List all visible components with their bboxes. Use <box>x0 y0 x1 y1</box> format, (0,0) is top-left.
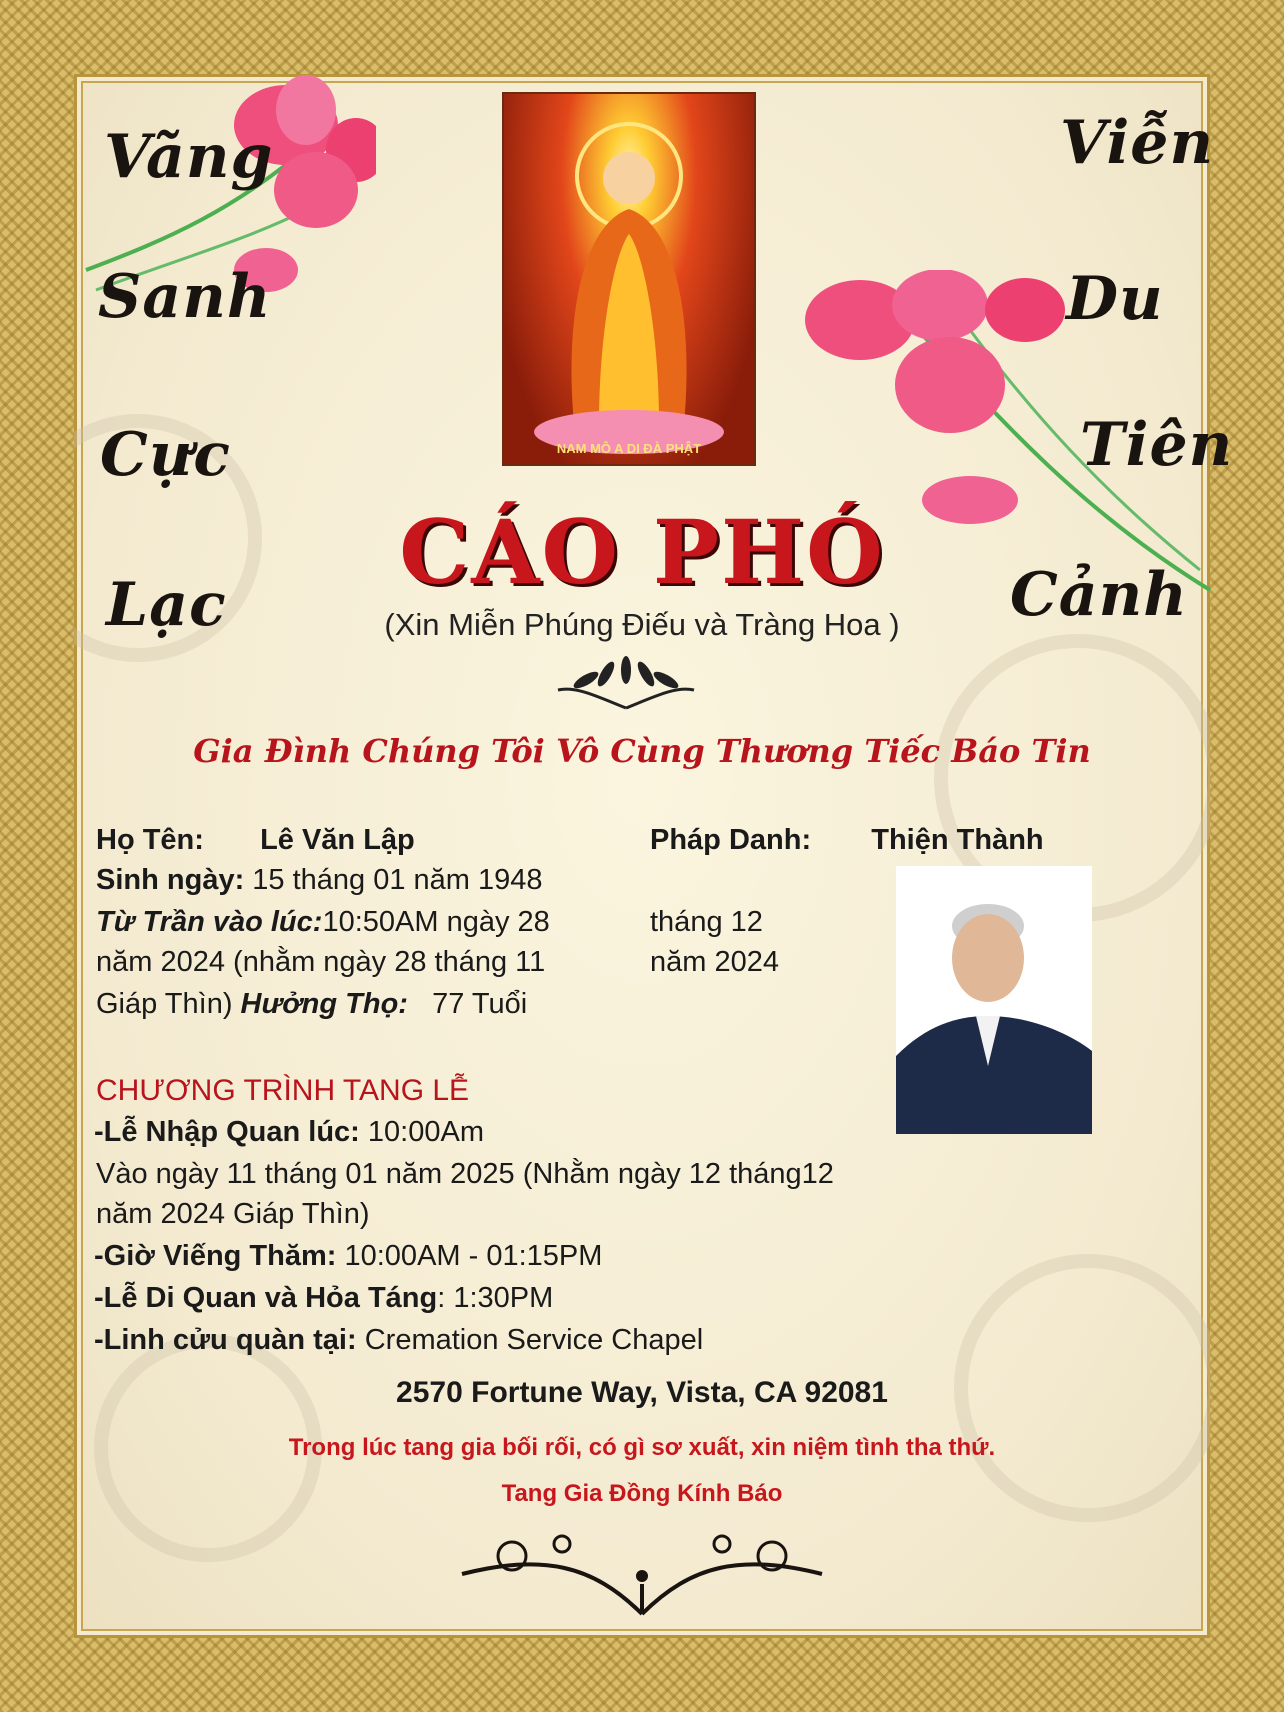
age-value: 77 Tuổi <box>432 988 528 1020</box>
program-item-value: năm 2024 Giáp Thìn) <box>96 1198 370 1230</box>
death-row <box>96 904 550 941</box>
program-item-value: Vào ngày 11 tháng 01 năm 2025 (Nhằm ngày 12 tháng12 <box>96 1158 834 1190</box>
death-year: năm 2024 <box>650 946 779 978</box>
address: 2570 Fortune Way, Vista, CA 92081 <box>396 1376 888 1409</box>
death-label: Từ Trần vào lúc: <box>96 906 323 938</box>
verse-right-4: Cảnh <box>1010 560 1188 630</box>
name-label: Họ Tên: <box>96 824 204 856</box>
dharma-name: Thiện Thành <box>871 824 1044 856</box>
program-item-value: Cremation Service Chapel <box>356 1324 704 1356</box>
program-item-label: -Giờ Viếng Thăm: <box>94 1240 337 1272</box>
program-item <box>94 1114 484 1151</box>
buddha-caption: NAM MÔ A DI ĐÀ PHẬT <box>556 441 702 456</box>
deceased-photo <box>896 866 1092 1134</box>
verse-right-1: Viễn <box>1060 108 1215 178</box>
program-item-label: -Lễ Nhập Quan lúc: <box>94 1116 360 1148</box>
age-row <box>96 986 527 1023</box>
deceased-name: Lê Văn Lập <box>260 824 415 856</box>
death-time: 10:50AM ngày 28 <box>322 906 550 938</box>
swirl-ornament-icon <box>442 1524 842 1624</box>
verse-right-3: Tiên <box>1080 410 1234 480</box>
verse-left-1: Vãng <box>104 122 274 192</box>
signature: Tang Gia Đồng Kính Báo <box>501 1480 783 1507</box>
lunar-year: Giáp Thìn) <box>96 988 233 1020</box>
announcement: Gia Đình Chúng Tôi Vô Cùng Thương Tiếc Báo Tin <box>193 732 1091 770</box>
birth-label: Sinh ngày: <box>96 864 245 896</box>
program-item-label: -Lễ Di Quan và Hỏa Táng <box>94 1282 438 1314</box>
age-label: Hưởng Thọ: <box>240 988 408 1020</box>
apology-note: Trong lúc tang gia bối rối, có gì sơ xuất, xin niệm tình tha thứ. <box>288 1434 996 1461</box>
program-item <box>96 1156 834 1193</box>
program-item-value: 10:00Am <box>359 1116 484 1148</box>
program-item <box>96 1196 370 1233</box>
verse-left-4: Lạc <box>106 570 227 640</box>
dharma-row <box>650 822 1044 859</box>
verse-left-2: Sanh <box>98 262 272 332</box>
program-item-label: -Linh cửu quàn tại: <box>94 1324 357 1356</box>
program-item <box>94 1280 553 1317</box>
dharma-label: Pháp Danh: <box>650 824 812 856</box>
program-item-value: 10:00AM - 01:15PM <box>336 1240 603 1272</box>
buddha-figure-icon <box>504 94 754 464</box>
program-item <box>94 1322 703 1359</box>
verse-left-3: Cực <box>100 420 231 490</box>
birth-row <box>96 862 543 899</box>
page-title: CÁO PHÓ <box>399 500 885 604</box>
subtitle: (Xin Miễn Phúng Điếu và Tràng Hoa ) <box>384 607 900 642</box>
verse-right-2: Du <box>1066 264 1164 334</box>
portrait-icon <box>896 866 1092 1134</box>
buddha-image <box>502 92 756 466</box>
program-title: CHƯƠNG TRÌNH TANG LỄ <box>96 1074 470 1107</box>
death-month: tháng 12 <box>650 906 763 938</box>
program-item <box>94 1238 602 1275</box>
leaf-ornament-icon <box>556 656 696 716</box>
death-lunar-date: năm 2024 (nhằm ngày 28 tháng 11 <box>96 946 546 978</box>
birth-date: 15 tháng 01 năm 1948 <box>252 864 543 896</box>
program-item-value: : 1:30PM <box>437 1282 554 1314</box>
name-row <box>96 822 415 859</box>
